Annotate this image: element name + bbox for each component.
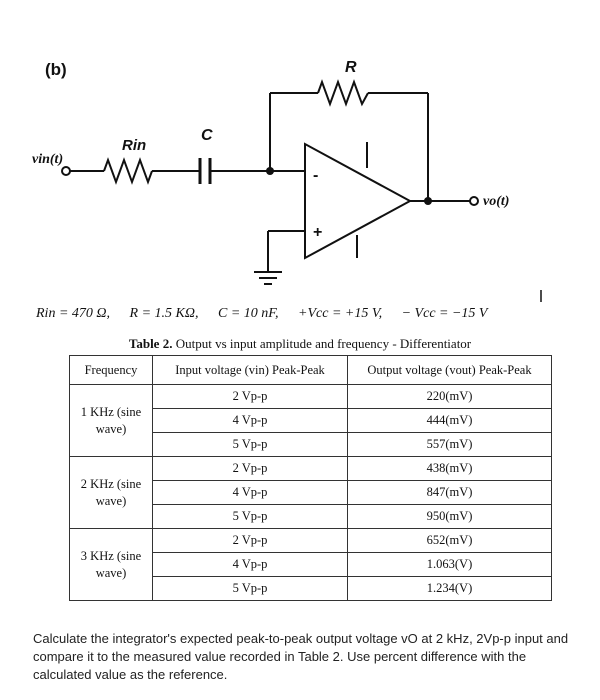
param-c: C = 10 nF,: [217, 306, 279, 321]
vout-label: vo(t): [483, 194, 510, 209]
c-label: C: [201, 127, 213, 144]
differentiator-circuit-diagram: [0, 0, 600, 330]
parameters-line: [36, 306, 596, 322]
frequency-cell: 3 KHz (sine wave): [70, 529, 153, 601]
output-cell: 652(mV): [348, 529, 552, 553]
header-frequency: Frequency: [70, 356, 153, 385]
output-terminal: [470, 197, 478, 205]
vin-label: vin(t): [32, 152, 64, 167]
input-cell: 5 Vp-p: [153, 505, 348, 529]
frequency-cell: 2 KHz (sine wave): [70, 457, 153, 529]
rin-resistor: [104, 160, 152, 182]
table-caption-text: Output vs input amplitude and frequency - Differentiator: [175, 336, 472, 351]
input-cell: 2 Vp-p: [153, 529, 348, 553]
frequency-cell: 1 KHz (sine wave): [70, 385, 153, 457]
minus-sign: -: [313, 167, 319, 184]
r-feedback-resistor: [318, 82, 368, 104]
param-rin: Rin = 470 Ω,: [36, 306, 111, 321]
junction-dot: [266, 167, 274, 175]
table-header-row: [70, 356, 552, 385]
output-vs-input-table: [69, 355, 552, 601]
output-cell: 847(mV): [348, 481, 552, 505]
input-cell: 4 Vp-p: [153, 481, 348, 505]
input-cell: 4 Vp-p: [153, 409, 348, 433]
output-cell: 220(mV): [348, 385, 552, 409]
question-text: Calculate the integrator's expected peak-to-peak output voltage vO at 2 kHz, 2Vp-p input and compare it to the measured value recorded in Table 2. Use percent difference with the calculated value as the reference.: [33, 631, 569, 682]
plus-sign: +: [313, 224, 323, 241]
output-cell: 557(mV): [348, 433, 552, 457]
r-label: R: [345, 59, 357, 76]
header-input: Input voltage (vin) Peak-Peak: [153, 356, 348, 385]
part-label: (b): [45, 60, 67, 79]
output-cell: 950(mV): [348, 505, 552, 529]
output-cell: 1.234(V): [348, 577, 552, 601]
param-r: R = 1.5 KΩ,: [129, 306, 199, 321]
table-row: [70, 529, 552, 553]
param-vcc-neg: − Vcc = −15 V: [401, 306, 488, 321]
input-terminal: [62, 167, 70, 175]
input-cell: 4 Vp-p: [153, 553, 348, 577]
param-vcc-pos: +Vcc = +15 V,: [298, 306, 383, 321]
junction-dot: [424, 197, 432, 205]
rin-label: Rin: [122, 137, 147, 154]
output-cell: 444(mV): [348, 409, 552, 433]
input-cell: 5 Vp-p: [153, 577, 348, 601]
input-cell: 5 Vp-p: [153, 433, 348, 457]
input-cell: 2 Vp-p: [153, 385, 348, 409]
input-cell: 2 Vp-p: [153, 457, 348, 481]
table-caption-number: Table 2.: [128, 336, 173, 351]
table-row: [70, 457, 552, 481]
table-caption: [0, 336, 600, 352]
header-output: Output voltage (vout) Peak-Peak: [348, 356, 552, 385]
output-cell: 438(mV): [348, 457, 552, 481]
output-cell: 1.063(V): [348, 553, 552, 577]
table-row: [70, 385, 552, 409]
